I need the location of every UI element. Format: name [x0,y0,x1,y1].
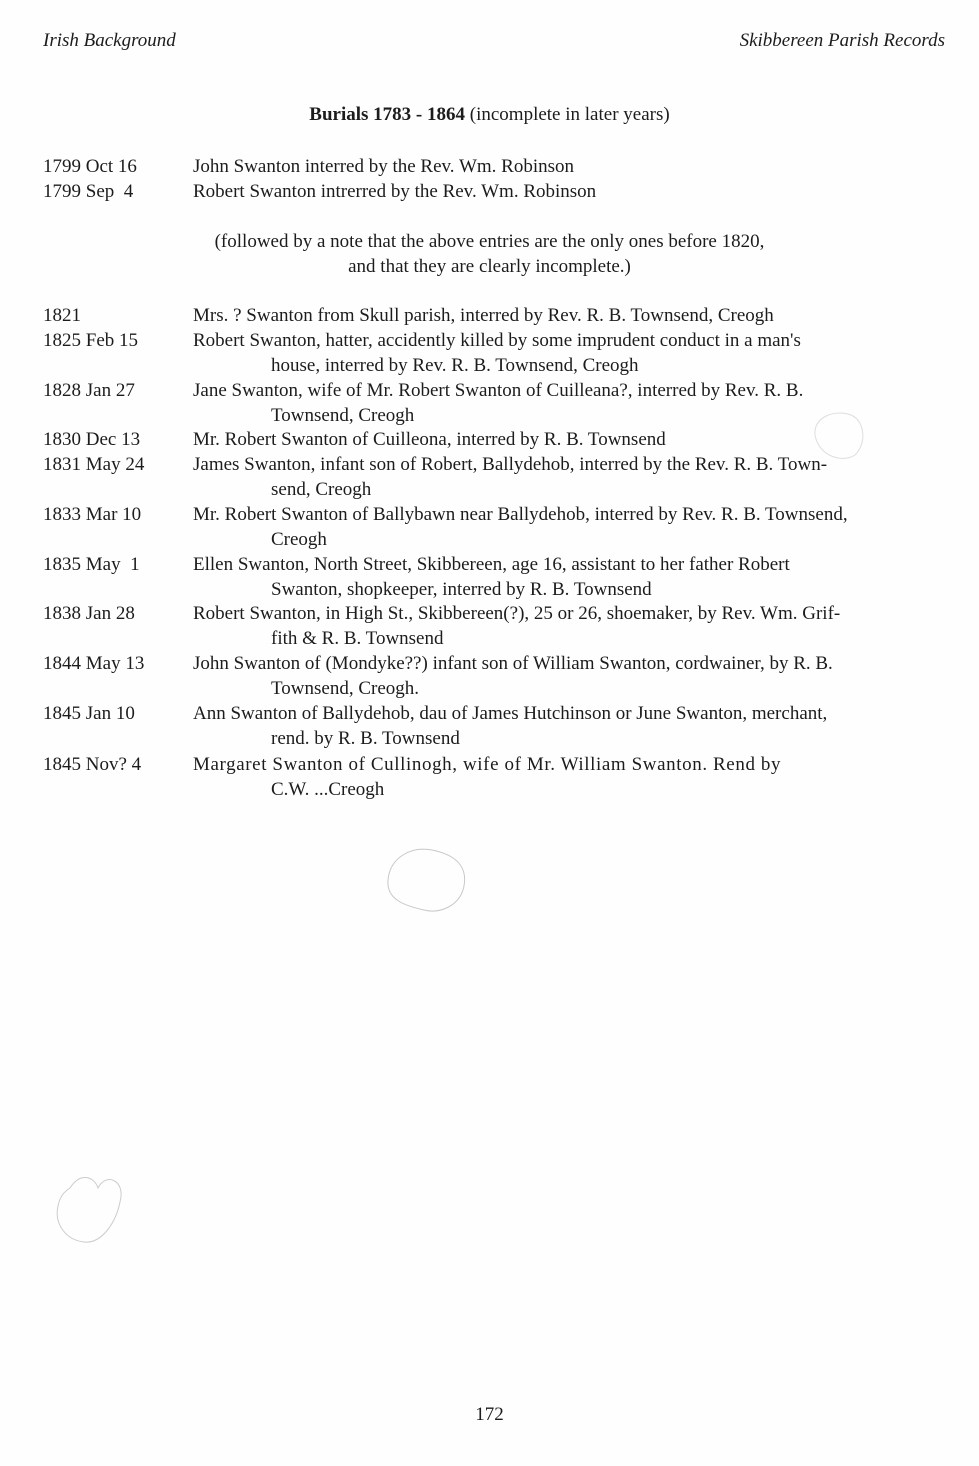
entry-line-continued: Swanton, shopkeeper, interred by R. B. Townsend [271,578,652,600]
entry-date: 1828 Jan 27 [43,380,135,401]
entry-date: 1799 Sep 4 [43,181,134,202]
entry-line-continued: Creogh [271,528,327,550]
entry-text [193,304,946,329]
note-line: (followed by a note that the above entries are the only ones before 1820, [214,231,765,252]
entry-line: Mr. Robert Swanton of Cuilleona, interred by R. B. Townsend [193,429,666,450]
entry-text [193,379,946,428]
entry-date: 1831 May 24 [43,454,145,475]
entry-line-continued: rend. by R. B. Townsend [271,727,460,749]
entry-line: James Swanton, infant son of Robert, Ballydehob, interred by the Rev. R. B. Town- [193,454,828,475]
entry-text: Robert Swanton intrerred by the Rev. Wm. Robinson [193,181,597,202]
entry-line-continued: send, Creogh [271,478,372,500]
entry-line: Mr. Robert Swanton of Ballybawn near Ballydehob, interred by Rev. R. B. Townsend, [193,504,848,525]
entry-text [193,602,946,651]
entry-text [193,652,946,701]
entry-line-continued: Townsend, Creogh. [271,677,420,699]
entry-date: 1845 Nov? 4 [43,754,142,775]
entry-text [193,553,946,602]
entry-date: 1830 Dec 13 [43,429,141,450]
entry-line: Robert Swanton, hatter, accidently killed by some imprudent conduct in a man's [193,330,801,351]
entry-line-continued: house, interred by Rev. R. B. Townsend, Creogh [271,354,639,376]
entry-line-continued: Townsend, Creogh [271,404,415,426]
paper-stain [50,1168,135,1253]
entry-line: Robert Swanton, in High St., Skibbereen(?), 25 or 26, shoemaker, by Rev. Wm. Grif- [193,603,841,624]
section-title [0,104,979,126]
entry-line: John Swanton of (Mondyke??) infant son of William Swanton, cordwainer, by R. B. [193,653,833,674]
entry-line-continued: C.W. ...Creogh [271,778,385,800]
entry-text [193,428,946,453]
section-title-bold: Burials 1783 - 1864 [309,104,465,125]
entry-line: Margaret Swanton of Cullinogh, wife of Mr. William Swanton. Rend by [193,754,782,775]
section-title-note: (incomplete in later years) [465,104,670,125]
entry-line-continued: fith & R. B. Townsend [271,627,444,649]
entry-text [193,753,946,802]
entry-line: Ann Swanton of Ballydehob, dau of James Hutchinson or June Swanton, merchant, [193,703,828,724]
entry-date: 1844 May 13 [43,653,145,674]
entry-line: Ellen Swanton, North Street, Skibbereen, age 16, assistant to her father Robert [193,554,790,575]
note-line: and that they are clearly incomplete.) [348,256,631,277]
paper-stain [380,840,475,920]
entry-date: 1845 Jan 10 [43,703,135,724]
entry-text [193,503,946,552]
page-number: 172 [475,1404,504,1425]
entry-text [193,453,946,502]
entry-date: 1833 Mar 10 [43,504,142,525]
entry-text [193,702,946,751]
entry-line: Jane Swanton, wife of Mr. Robert Swanton of Cuilleana?, interred by Rev. R. B. [193,380,804,401]
entry-text [193,329,946,378]
editorial-note [0,229,979,279]
entry-text: John Swanton interred by the Rev. Wm. Robinson [193,156,575,177]
entry-line: Mrs. ? Swanton from Skull parish, interred by Rev. R. B. Townsend, Creogh [193,305,774,326]
running-header-right: Skibbereen Parish Records [739,30,945,51]
entry-date: 1799 Oct 16 [43,156,137,177]
entry-date: 1825 Feb 15 [43,330,138,351]
entry-date: 1835 May 1 [43,554,140,575]
entry-date: 1821 [43,305,81,326]
running-header-left: Irish Background [43,30,176,51]
entry-date: 1838 Jan 28 [43,603,135,624]
